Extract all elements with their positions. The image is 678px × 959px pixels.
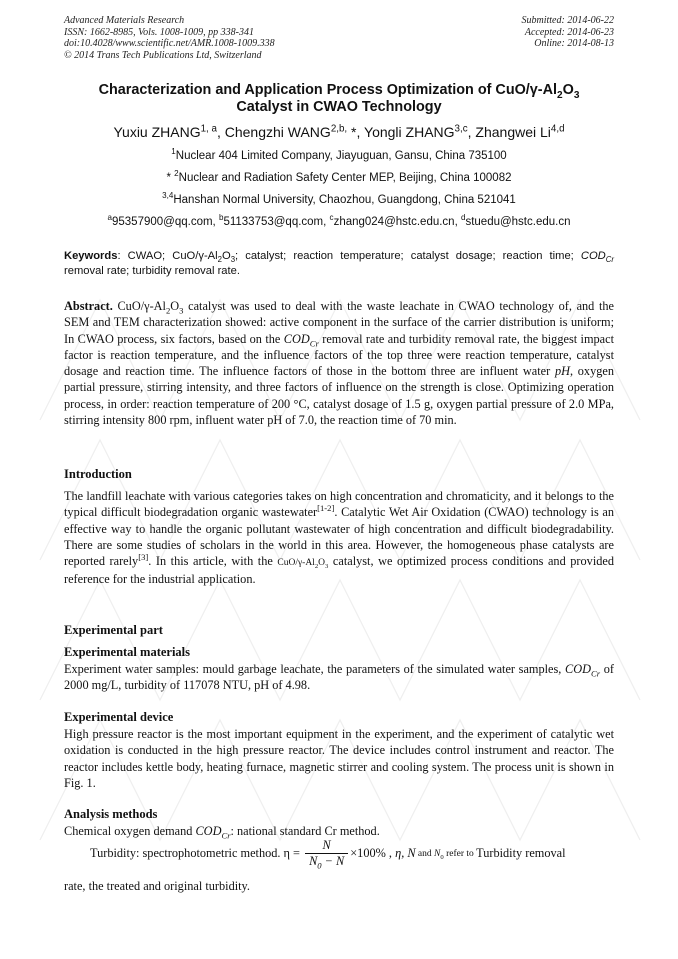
aff-star: * [166, 172, 175, 184]
introduction-text [64, 488, 614, 588]
abstract-text: , oxygen partial pressure, stirring intensity, and three factors of influence on the strength is close. Optimizing operation process, in order: reaction temperature of 200 °C, catalyst dosage of 1.5 g, oxygen partial pressure of 2.0 MPa, stirring intensity 800 rpm, influent water pH of 7.0, the reaction time of 70 min. [64, 364, 614, 428]
keywords-sub: 2 [217, 255, 222, 265]
turbidity-text: Turbidity: spectrophotometric method. η = [90, 846, 304, 860]
abstract-cod: COD [283, 331, 310, 346]
abstract-text: catalyst was used to deal with the waste leachate in CWAO technology of, and the SEM and TEM characterization showed: active component in the surface of the carrier distribution is uniform; In CWAO process, six factors, based on the [64, 299, 614, 346]
introduction-heading: Introduction [64, 467, 132, 481]
device-heading: Experimental device [64, 710, 174, 724]
title-mid: O [562, 82, 574, 98]
affiliation-3 [64, 191, 614, 206]
materials-body: of 2000 mg/L, turbidity of 117078 NTU, pH of 4.98. [64, 662, 614, 693]
citation-ref[interactable]: [3] [138, 552, 149, 563]
turbidity-n0-sub: 0 [440, 853, 444, 861]
abstract-sub: 2 [165, 305, 171, 316]
fraction-numerator: N [305, 838, 348, 854]
abstract-label: Abstract. [64, 299, 113, 313]
citation-ref[interactable]: [1-2] [317, 503, 335, 514]
fraction-denominator [305, 854, 348, 869]
abstract-sub: Cr [309, 338, 319, 349]
title-sub: 3 [573, 89, 580, 101]
email-link[interactable]: zhang024@hstc.edu.cn, [333, 216, 461, 228]
aff-sup: 2 [174, 169, 179, 179]
catalyst-sub: 3 [325, 563, 329, 571]
catalyst-text: O [318, 558, 326, 569]
intro-text: . Catalytic Wet Air Oxidation (CWAO) technology is an effective way to handle the organic pollutant wastewater of high concentration and difficult biodegradability. There are some studies of scholars in the world in this area. However, the homogeneous phase catalysts are reported rarely [64, 505, 614, 569]
intro-text: catalyst, we optimized process conditions and provided reference for the industrial application. [64, 554, 614, 587]
submitted-date: Submitted: 2014-06-22 [521, 15, 614, 26]
turbidity-formula-line [90, 838, 614, 872]
author-sup: 4,d [550, 123, 565, 135]
turbidity-and: and [415, 848, 435, 859]
keywords-sub: 3 [230, 255, 236, 265]
den-n: − N [321, 854, 345, 868]
aff-sup: 3,4 [162, 191, 174, 201]
turbidity-text: Turbidity removal [476, 846, 566, 860]
author-sup: 1, a [200, 123, 217, 135]
materials-body: Experiment water samples: mould garbage leachate, the parameters of the simulated water samples, [64, 662, 566, 676]
online-date: Online: 2014-08-13 [534, 38, 614, 49]
keywords-sub: Cr [605, 255, 614, 265]
author-name: , Chengzhi WANG [216, 124, 331, 140]
materials-heading: Experimental materials [64, 645, 191, 659]
turbidity-line2: rate, the treated and original turbidity. [64, 879, 250, 893]
accepted-date: Accepted: 2014-06-23 [524, 26, 614, 38]
aff-text: Nuclear and Radiation Safety Center MEP, Beijing, China 100082 [178, 172, 512, 184]
email-list [64, 213, 614, 228]
author-sup: 3,c [454, 123, 468, 135]
affiliation-1 [64, 147, 614, 162]
materials-cod: COD [565, 662, 591, 676]
den-sub: 0 [317, 860, 322, 871]
abstract-text: O [170, 299, 180, 313]
intro-text: The landfill leachate with various categories takes on high concentration and chromaticity, and it belongs to the typical difficult biodegradation organic wastewater [64, 489, 614, 520]
keywords-text: O [221, 250, 231, 262]
author-name: , Zhangwei Li [467, 124, 551, 140]
materials-text [64, 661, 614, 694]
doi: doi:10.4028/www.scientific.net/AMR.1008-1009.338 [64, 38, 275, 49]
title-line2: Catalyst in CWAO Technology [236, 99, 442, 115]
aff-text: Nuclear 404 Limited Company, Jiayuguan, Gansu, China 735100 [175, 150, 507, 162]
analysis-sub: Cr [221, 830, 231, 841]
turbidity-text: ×100% , [350, 846, 396, 860]
issn: ISSN: 1662-8985, Vols. 1008-1009, pp 338-341 [64, 26, 254, 38]
title-sub: 2 [557, 89, 563, 101]
email-sup: c [329, 213, 334, 223]
abstract-sub: 3 [179, 305, 184, 316]
analysis-cod: COD [195, 824, 222, 838]
author-list [64, 124, 614, 140]
abstract-text: CuO/γ-Al [112, 299, 166, 313]
email-sup: a [107, 213, 112, 223]
email-link[interactable]: 51133753@qq.com, [223, 216, 330, 228]
turbidity-small [416, 849, 477, 859]
analysis-body: : national standard Cr method. [230, 824, 380, 838]
abstract-text: removal rate and turbidity removal rate, the biggest impact factor is reaction temperature, and the influence factors of the top three were reaction temperature, catalyst dosage and reaction time. The influence factors of those in the bottom three are influent water [64, 331, 614, 379]
experimental-heading: Experimental part [64, 623, 163, 637]
analysis-body: Chemical oxygen demand [64, 824, 196, 838]
author-sup: 2,b, [330, 123, 348, 135]
keywords-cod: COD [580, 250, 606, 262]
abstract-ph: pH [554, 364, 570, 379]
analysis-text [64, 823, 614, 839]
catalyst-sub: 2 [314, 563, 319, 571]
affiliation-2 [64, 169, 614, 184]
keywords [64, 249, 614, 279]
intro-text: . In this article, with the [148, 554, 278, 569]
aff-text: Hanshan Normal University, Chaozhou, Guangdong, China 521041 [173, 194, 516, 206]
den-n0: N [309, 854, 318, 868]
device-text: High pressure reactor is the most important equipment in the experiment, and the experiment of catalytic wet oxidation is conducted in the high pressure reactor. The device includes control instrument and reactor. The reactor includes kettle body, heating furnace, magnetic stirrer and cooling system. The process unit is shown in Fig. 1. [64, 727, 614, 790]
keywords-text: removal rate; turbidity removal rate. [64, 265, 240, 277]
email-link[interactable]: stuedu@hstc.edu.cn [465, 216, 571, 228]
aff-sup: 1 [171, 147, 176, 157]
email-link[interactable]: 95357900@qq.com, [112, 216, 219, 228]
header-right [522, 15, 615, 50]
keywords-text: : CWAO; CuO/γ-Al [117, 250, 218, 262]
header-left [64, 15, 275, 61]
abstract [64, 298, 614, 428]
author-name: Yuxiu ZHANG [113, 124, 201, 140]
copyright: © 2014 Trans Tech Publications Ltd, Switzerland [64, 49, 262, 61]
turbidity-vars: η, N [395, 846, 416, 860]
paper-title [64, 82, 614, 116]
formula-fraction [305, 838, 348, 869]
analysis-heading: Analysis methods [64, 807, 158, 821]
turbidity-n0: N [434, 848, 441, 859]
keywords-label: Keywords [64, 250, 118, 262]
keywords-text: ; catalyst; reaction temperature; catalyst dosage; reaction time; [235, 250, 581, 262]
title-line1: Characterization and Application Process Optimization of CuO/γ-Al [98, 82, 557, 98]
email-sup: d [460, 213, 466, 223]
email-sup: b [218, 213, 224, 223]
catalyst-name [277, 558, 329, 571]
turbidity-refer: refer to [443, 848, 477, 859]
author-name: *, Yongli ZHANG [347, 124, 455, 140]
materials-sub: Cr [590, 668, 601, 679]
catalyst-text: CuO/γ-Al [277, 558, 315, 569]
journal-name: Advanced Materials Research [64, 15, 185, 26]
